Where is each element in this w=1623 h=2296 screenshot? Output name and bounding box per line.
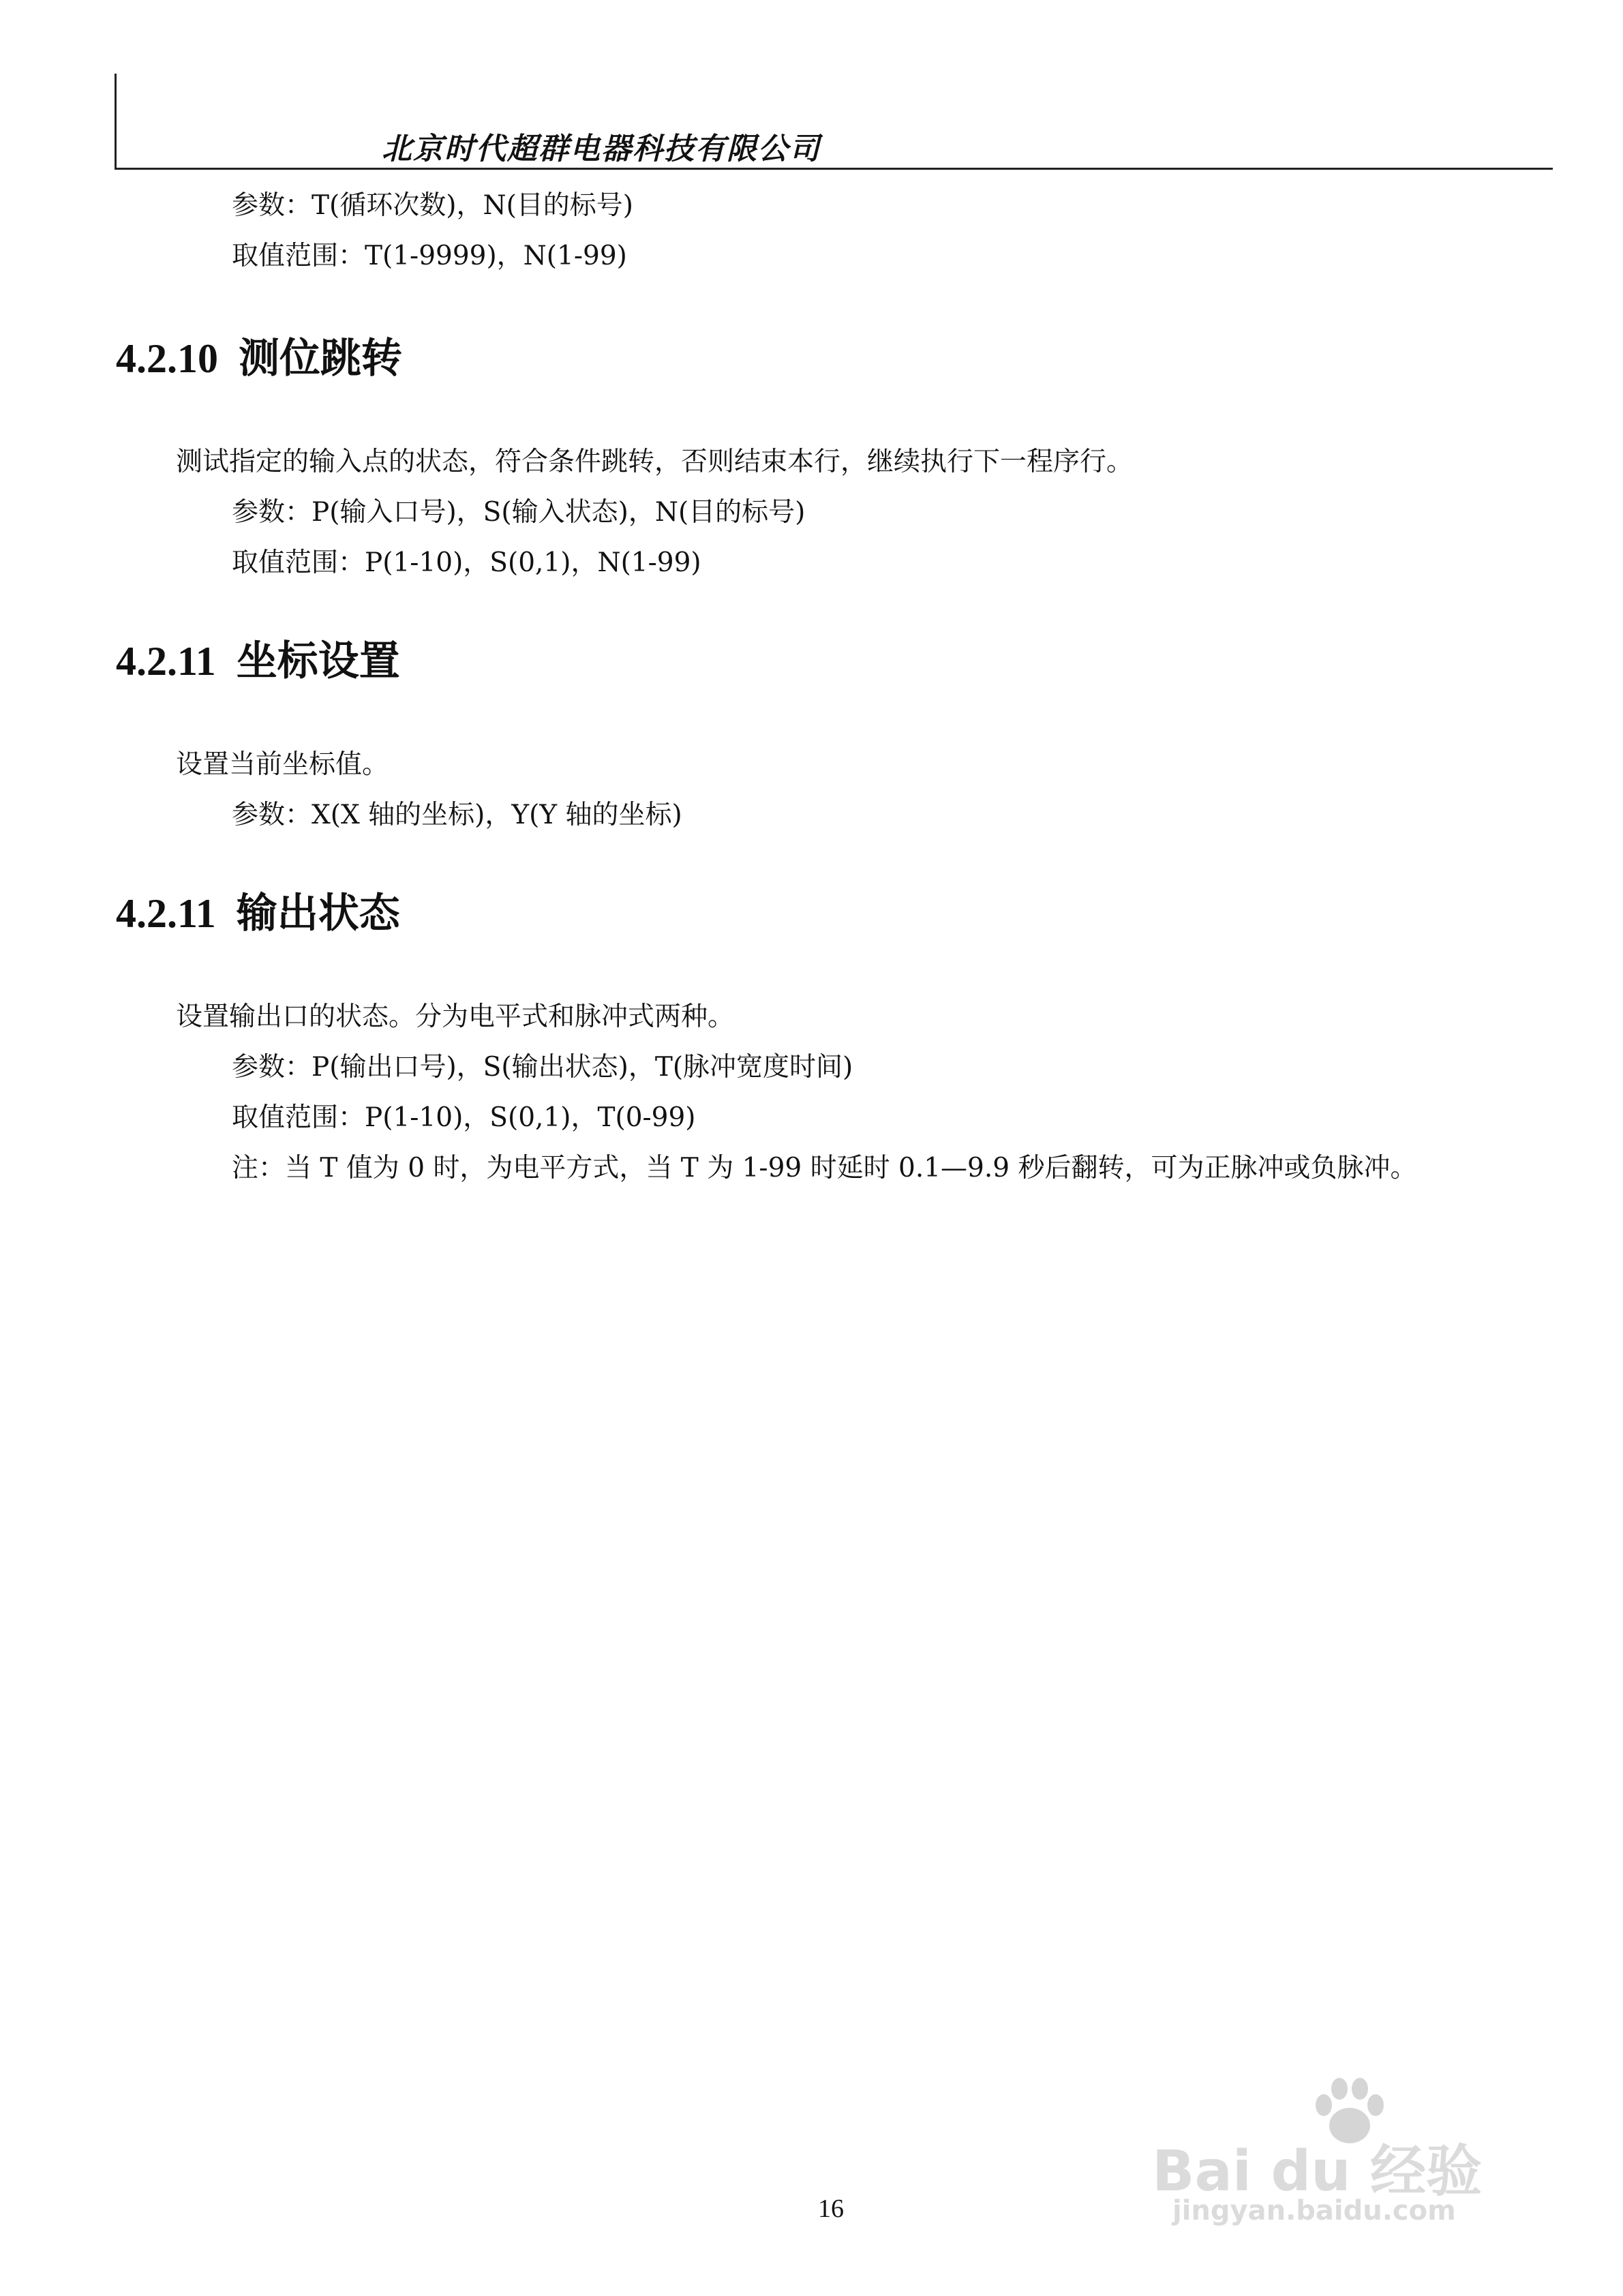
section-params: 参数：P(输入口号)，S(输入状态)，N(目的标号) — [232, 497, 806, 528]
section-desc: 设置当前坐标值。 — [176, 749, 389, 780]
section-desc: 设置输出口的状态。分为电平式和脉冲式两种。 — [176, 1001, 735, 1032]
section-heading-4-2-10 — [116, 326, 402, 384]
top-params: 参数：T(循环次数)，N(目的标号) — [232, 190, 633, 221]
section-title: 测位跳转 — [239, 335, 402, 382]
header-company-name: 北京时代超群电器科技有限公司 — [382, 132, 821, 166]
section-note: 注：当 T 值为 0 时，为电平方式，当 T 为 1-99 时延时 0.1—9.9 秒后翻转，可为正脉冲或负脉冲。 — [232, 1153, 1417, 1183]
section-params: 参数：P(输出口号)，S(输出状态)，T(脉冲宽度时间) — [232, 1052, 853, 1083]
watermark-brand: Bai du 经验 — [1152, 2139, 1483, 2204]
section-number: 4.2.11 — [116, 891, 216, 936]
section-number: 4.2.11 — [116, 639, 216, 684]
header-rule — [115, 168, 1553, 170]
section-title: 坐标设置 — [236, 637, 400, 685]
baidu-jingyan-watermark — [1152, 2072, 1534, 2229]
section-range: 取值范围：P(1-10)，S(0,1)，T(0-99) — [232, 1102, 696, 1133]
section-number: 4.2.10 — [116, 336, 218, 381]
section-range: 取值范围：P(1-10)，S(0,1)，N(1-99) — [232, 547, 701, 578]
section-desc: 测试指定的输入点的状态，符合条件跳转，否则结束本行，继续执行下一程序行。 — [176, 447, 1134, 477]
section-title: 输出状态 — [236, 890, 400, 937]
page-number: 16 — [818, 2194, 844, 2223]
watermark-url: jingyan.baidu.com — [1172, 2195, 1456, 2226]
top-range: 取值范围：T(1-9999)，N(1-99) — [232, 241, 627, 271]
section-heading-4-2-11-output — [116, 881, 400, 939]
section-params: 参数：X(X 轴的坐标)，Y(Y 轴的坐标) — [232, 800, 682, 830]
section-heading-4-2-11-coord — [116, 629, 400, 687]
header-vertical-line — [115, 74, 117, 169]
